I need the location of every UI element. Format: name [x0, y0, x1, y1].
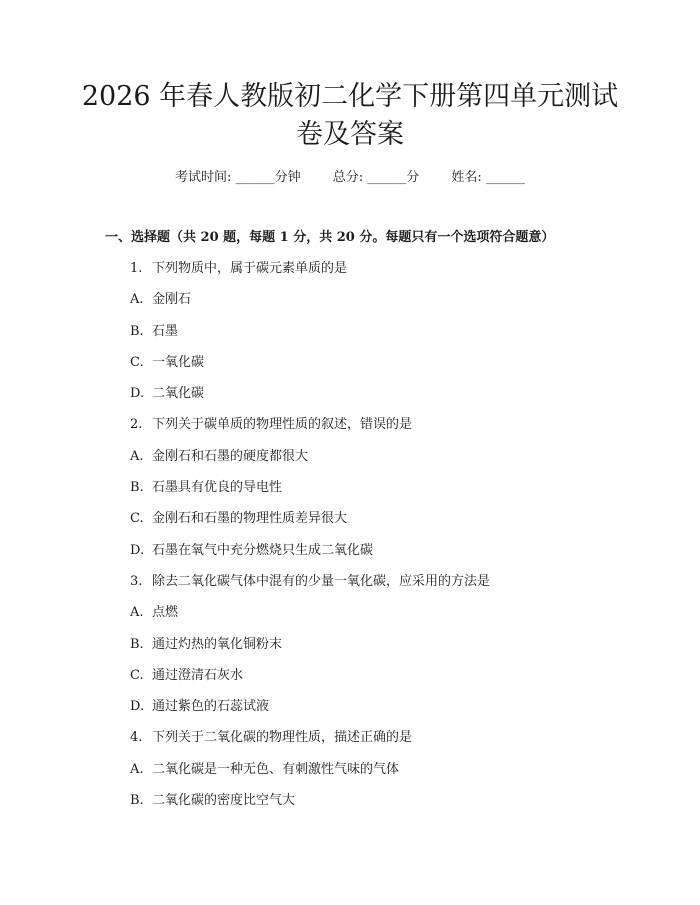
- item-text: 二氧化碳是一种无色、有刺激性气味的气体: [152, 761, 400, 777]
- item-number: 4.: [130, 730, 143, 746]
- item-number: C.: [130, 511, 144, 527]
- item-text: 金刚石: [152, 292, 192, 308]
- option-4a: [130, 760, 490, 791]
- item-number: D.: [130, 542, 145, 558]
- option-2d: [130, 541, 490, 572]
- item-text: 通过灼热的氧化铜粉末: [152, 636, 283, 652]
- total-score-unit: 分: [406, 170, 420, 185]
- item-number: D.: [130, 699, 145, 715]
- option-2c: [130, 509, 490, 540]
- item-number: B.: [130, 323, 144, 339]
- question-3: [130, 572, 490, 603]
- question-1: [130, 259, 490, 290]
- item-text: 石墨具有优良的导电性: [152, 480, 283, 496]
- name-blank: ______: [485, 170, 525, 185]
- question-2: [130, 415, 490, 446]
- question-list: [130, 259, 490, 822]
- page-title: [60, 78, 640, 154]
- item-number: A.: [130, 292, 144, 308]
- name-label: 姓名:: [451, 170, 482, 185]
- item-text: 下列关于二氧化碳的物理性质，描述正确的是: [152, 730, 413, 746]
- item-text: 点燃: [152, 605, 179, 621]
- item-text: 二氧化碳的密度比空气大: [152, 793, 296, 809]
- item-text: 通过澄清石灰水: [152, 667, 244, 683]
- item-number: C.: [130, 667, 144, 683]
- total-score-blank: ______: [367, 170, 407, 185]
- exam-time-blank: ______: [235, 170, 275, 185]
- option-3d: [130, 697, 490, 728]
- item-number: D.: [130, 386, 145, 402]
- section-heading: 一、选择题（共 20 题，每题 1 分，共 20 分。每题只有一个选项符合题意）: [105, 230, 555, 245]
- option-1d: [130, 384, 490, 415]
- item-number: C.: [130, 354, 144, 370]
- item-text: 一氧化碳: [152, 354, 205, 370]
- item-text: 通过紫色的石蕊试液: [152, 699, 270, 715]
- item-number: A.: [130, 761, 144, 777]
- item-text: 石墨: [152, 323, 179, 339]
- item-number: 1.: [130, 261, 143, 276]
- item-number: B.: [130, 793, 144, 809]
- exam-time-unit: 分钟: [274, 170, 301, 185]
- item-number: B.: [130, 636, 144, 652]
- option-1b: [130, 322, 490, 353]
- total-score-label: 总分:: [332, 170, 364, 185]
- item-text: 金刚石和石墨的硬度都很大: [152, 448, 309, 464]
- item-text: 除去二氧化碳气体中混有的少量一氧化碳，应采用的方法是: [152, 573, 491, 589]
- item-text: 金刚石和石墨的物理性质差异很大: [152, 511, 348, 527]
- title-line-2: 卷及答案: [296, 119, 404, 150]
- exam-time-label: 考试时间:: [175, 170, 232, 185]
- option-4b: [130, 791, 490, 822]
- option-2b: [130, 478, 490, 509]
- item-text: 下列关于碳单质的物理性质的叙述，错误的是: [152, 417, 413, 433]
- item-number: A.: [130, 448, 144, 464]
- item-text: 石墨在氧气中充分燃烧只生成二氧化碳: [152, 542, 374, 558]
- item-text: 二氧化碳: [152, 386, 205, 402]
- option-3b: [130, 635, 490, 666]
- option-2a: [130, 447, 490, 478]
- item-number: 2.: [130, 417, 143, 433]
- total-score-field: [333, 168, 420, 188]
- question-4: [130, 728, 490, 759]
- exam-info: [0, 168, 700, 188]
- item-text: 下列物质中，属于碳元素单质的是: [152, 261, 348, 276]
- option-1c: [130, 353, 490, 384]
- item-number: 3.: [130, 573, 143, 589]
- title-line-1: 2026 年春人教版初二化学下册第四单元测试: [81, 81, 619, 112]
- option-1a: [130, 290, 490, 321]
- option-3a: [130, 603, 490, 634]
- exam-time-field: [175, 168, 301, 188]
- item-number: B.: [130, 480, 144, 496]
- option-3c: [130, 666, 490, 697]
- item-number: A.: [130, 605, 144, 621]
- name-field: [451, 168, 525, 188]
